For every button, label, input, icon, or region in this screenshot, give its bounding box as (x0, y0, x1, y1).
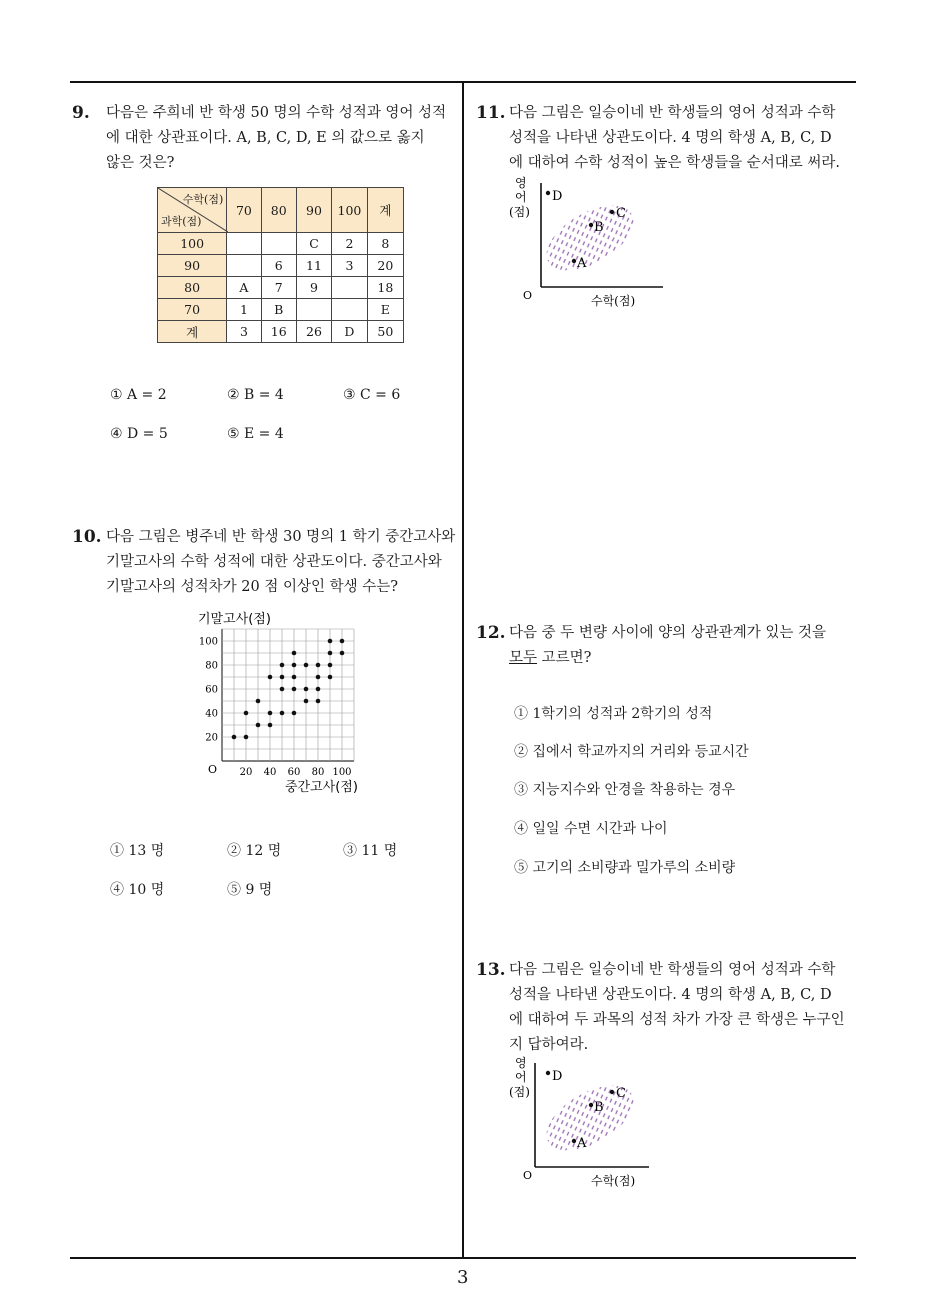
x-axis-label: 수학(점) (591, 1174, 636, 1188)
data-point (328, 651, 333, 656)
data-point (244, 711, 249, 716)
table-cell (261, 233, 296, 255)
q9-question (106, 101, 456, 176)
data-point (280, 675, 285, 680)
correlation-table (157, 187, 404, 343)
data-point (316, 663, 321, 668)
data-point (256, 699, 261, 704)
point-a-marker (572, 1139, 576, 1143)
y-tick-label: 60 (205, 684, 218, 696)
table-cell: 16 (261, 321, 296, 343)
q10-choice-2[interactable]: ② 12 명 (227, 843, 282, 859)
y-label-char: (점) (509, 205, 530, 219)
y-label-char: 영 (515, 176, 527, 190)
table-cell: 20 (367, 255, 403, 277)
x-tick-label: 60 (287, 767, 301, 778)
q12-number: 12. (476, 623, 506, 643)
q12-question (509, 621, 861, 671)
point-b-label: B (594, 220, 604, 235)
data-point (340, 651, 345, 656)
point-c-label: C (616, 206, 626, 221)
table-cell (227, 233, 261, 255)
q11-line: 에 대하여 수학 성적이 높은 학생들을 순서대로 써라. (509, 155, 841, 171)
data-point (292, 663, 297, 668)
point-b-marker (589, 1103, 593, 1107)
point-a-marker (572, 259, 576, 263)
q11-diagram (505, 175, 675, 310)
table-cell: 6 (261, 255, 296, 277)
data-point (316, 687, 321, 692)
corner-bottom-label: 과학(점) (161, 215, 202, 228)
table-cell (332, 299, 368, 321)
row-header: 90 (158, 255, 227, 277)
q13-question (509, 958, 861, 1058)
data-point (292, 675, 297, 680)
point-b-label: B (594, 1100, 604, 1115)
point-a-label: A (577, 1136, 587, 1151)
table-cell: 18 (367, 277, 403, 299)
q12-choice-2[interactable]: ② 집에서 학교까지의 거리와 등교시간 (514, 744, 749, 760)
data-point (268, 675, 273, 680)
row-header: 100 (158, 233, 227, 255)
q12-choice-5[interactable]: ⑤ 고기의 소비량과 밀가루의 소비량 (514, 860, 736, 876)
q10-choice-1[interactable]: ① 13 명 (110, 843, 165, 859)
q9-choice-5[interactable]: ⑤ E = 4 (227, 426, 284, 442)
data-point (292, 651, 297, 656)
data-point (316, 675, 321, 680)
data-point (304, 687, 309, 692)
q10-choice-3[interactable]: ③ 11 명 (343, 843, 398, 859)
corner-top-label: 수학(점) (182, 193, 224, 206)
y-tick-label: 20 (205, 732, 218, 744)
y-label-char: (점) (509, 1085, 530, 1099)
q9-line: 다음은 주희네 반 학생 50 명의 수학 성적과 영어 성적 (106, 105, 447, 121)
table-cell: A (227, 277, 261, 299)
table-cell: 1 (227, 299, 261, 321)
table-row (158, 277, 404, 299)
data-point (328, 663, 333, 668)
row-header: 80 (158, 277, 227, 299)
q12-choice-4[interactable]: ④ 일일 수면 시간과 나이 (514, 821, 668, 837)
q10-line: 다음 그림은 병주네 반 학생 30 명의 1 학기 중간고사와 (106, 529, 456, 545)
q9-line: 않은 것은? (106, 155, 175, 171)
scatter-cloud (536, 192, 644, 283)
y-label-char: 어 (515, 190, 527, 204)
origin-label: O (523, 289, 533, 302)
table-cell: 26 (296, 321, 331, 343)
data-point (256, 723, 261, 728)
data-point (292, 711, 297, 716)
point-d-label: D (552, 189, 563, 204)
column-divider (462, 81, 464, 1258)
bottom-rule (70, 1257, 856, 1259)
point-a-label: A (577, 256, 587, 271)
x-tick-label: 40 (263, 767, 277, 778)
table-cell: 8 (367, 233, 403, 255)
y-label-char: 어 (515, 1070, 527, 1084)
q10-choice-5[interactable]: ⑤ 9 명 (227, 882, 273, 898)
data-point (328, 639, 333, 644)
table-cell: D (332, 321, 368, 343)
table-cell: E (367, 299, 403, 321)
table-cell: 3 (227, 321, 261, 343)
q10-line: 기말고사의 성적차가 20 점 이상인 학생 수는? (106, 579, 398, 595)
table-cell (296, 299, 331, 321)
point-d-label: D (552, 1069, 563, 1084)
emphasis-all: 모두 (509, 650, 538, 666)
data-point (280, 711, 285, 716)
table-cell: B (261, 299, 296, 321)
q13-line: 지 답하여라. (509, 1037, 589, 1053)
q9-number: 9. (72, 103, 90, 123)
q12-line-2 (509, 646, 861, 671)
data-point (316, 699, 321, 704)
table-row (158, 233, 404, 255)
table-cell: 7 (261, 277, 296, 299)
q10-choice-4[interactable]: ④ 10 명 (110, 882, 165, 898)
table-cell (227, 255, 261, 277)
y-tick-label: 80 (205, 660, 218, 672)
q12-choice-3[interactable]: ③ 지능지수와 안경을 착용하는 경우 (514, 782, 736, 798)
scatter-plot (190, 605, 450, 805)
table-cell: 2 (332, 233, 368, 255)
x-tick-label: 80 (311, 767, 325, 778)
grid (222, 629, 354, 761)
x-axis-label: 수학(점) (591, 294, 636, 308)
point-c-marker (610, 1090, 614, 1094)
x-tick-label: 20 (239, 767, 253, 778)
data-point (304, 663, 309, 668)
q9-choice-3[interactable]: ③ C = 6 (343, 387, 401, 403)
q9-choice-2[interactable]: ② B = 4 (227, 387, 284, 403)
q13-line: 성적을 나타낸 상관도이다. 4 명의 학생 A, B, C, D (509, 987, 832, 1003)
table-cell: 9 (296, 277, 331, 299)
x-axis-label: 중간고사(점) (285, 780, 358, 795)
table-row (158, 299, 404, 321)
table-cell (332, 277, 368, 299)
q10-line: 기말고사의 수학 성적에 대한 상관도이다. 중간고사와 (106, 554, 442, 570)
q11-line: 다음 그림은 일승이네 반 학생들의 영어 성적과 수학 (509, 105, 836, 121)
q13-line: 다음 그림은 일승이네 반 학생들의 영어 성적과 수학 (509, 962, 836, 978)
col-header: 100 (332, 188, 368, 233)
q10-number: 10. (72, 527, 102, 547)
page-number: 3 (457, 1267, 469, 1288)
table-corner-cell (158, 188, 227, 233)
q11-line: 성적을 나타낸 상관도이다. 4 명의 학생 A, B, C, D (509, 130, 832, 146)
q11-number: 11. (476, 103, 506, 123)
data-point (280, 687, 285, 692)
q12-choice-1[interactable]: ① 1학기의 성적과 2학기의 성적 (514, 706, 713, 722)
y-tick-label: 40 (205, 708, 218, 720)
q12-line-rest: 고르면? (537, 650, 592, 666)
table-cell: 50 (367, 321, 403, 343)
q10-question (106, 525, 458, 600)
q13-diagram (505, 1055, 675, 1190)
table-cell: C (296, 233, 331, 255)
data-point (328, 675, 333, 680)
table-cell: 3 (332, 255, 368, 277)
point-d-marker (546, 191, 550, 195)
data-point (268, 711, 273, 716)
q9-line: 에 대한 상관표이다. A, B, C, D, E 의 값으로 옳지 (106, 130, 425, 146)
q12-line: 다음 중 두 변량 사이에 양의 상관관계가 있는 것을 (509, 625, 827, 641)
q9-choice-1[interactable]: ① A = 2 (110, 387, 167, 403)
origin-label: O (523, 1169, 533, 1182)
point-b-marker (589, 223, 593, 227)
q9-choice-4[interactable]: ④ D = 5 (110, 426, 168, 442)
col-header: 80 (261, 188, 296, 233)
data-point (304, 699, 309, 704)
table-row (158, 255, 404, 277)
y-axis-label: 기말고사(점) (198, 612, 271, 627)
data-point (292, 687, 297, 692)
origin-label: O (208, 763, 218, 776)
col-header: 계 (367, 188, 403, 233)
data-point (268, 723, 273, 728)
point-c-label: C (616, 1086, 626, 1101)
x-tick-label: 100 (332, 767, 352, 778)
col-header: 70 (227, 188, 261, 233)
q13-line: 에 대하여 두 과목의 성적 차가 가장 큰 학생은 누구인 (509, 1012, 845, 1028)
row-header: 70 (158, 299, 227, 321)
point-c-marker (610, 210, 614, 214)
q11-question (509, 101, 859, 176)
y-tick-label: 100 (198, 636, 218, 648)
data-point (232, 735, 237, 740)
row-header: 계 (158, 321, 227, 343)
table-cell: 11 (296, 255, 331, 277)
y-label-char: 영 (515, 1056, 527, 1070)
data-point (244, 735, 249, 740)
point-d-marker (546, 1071, 550, 1075)
data-point (280, 663, 285, 668)
q13-number: 13. (476, 960, 506, 980)
col-header: 90 (296, 188, 331, 233)
scatter-cloud (536, 1072, 644, 1163)
table-row (158, 321, 404, 343)
data-point (340, 639, 345, 644)
